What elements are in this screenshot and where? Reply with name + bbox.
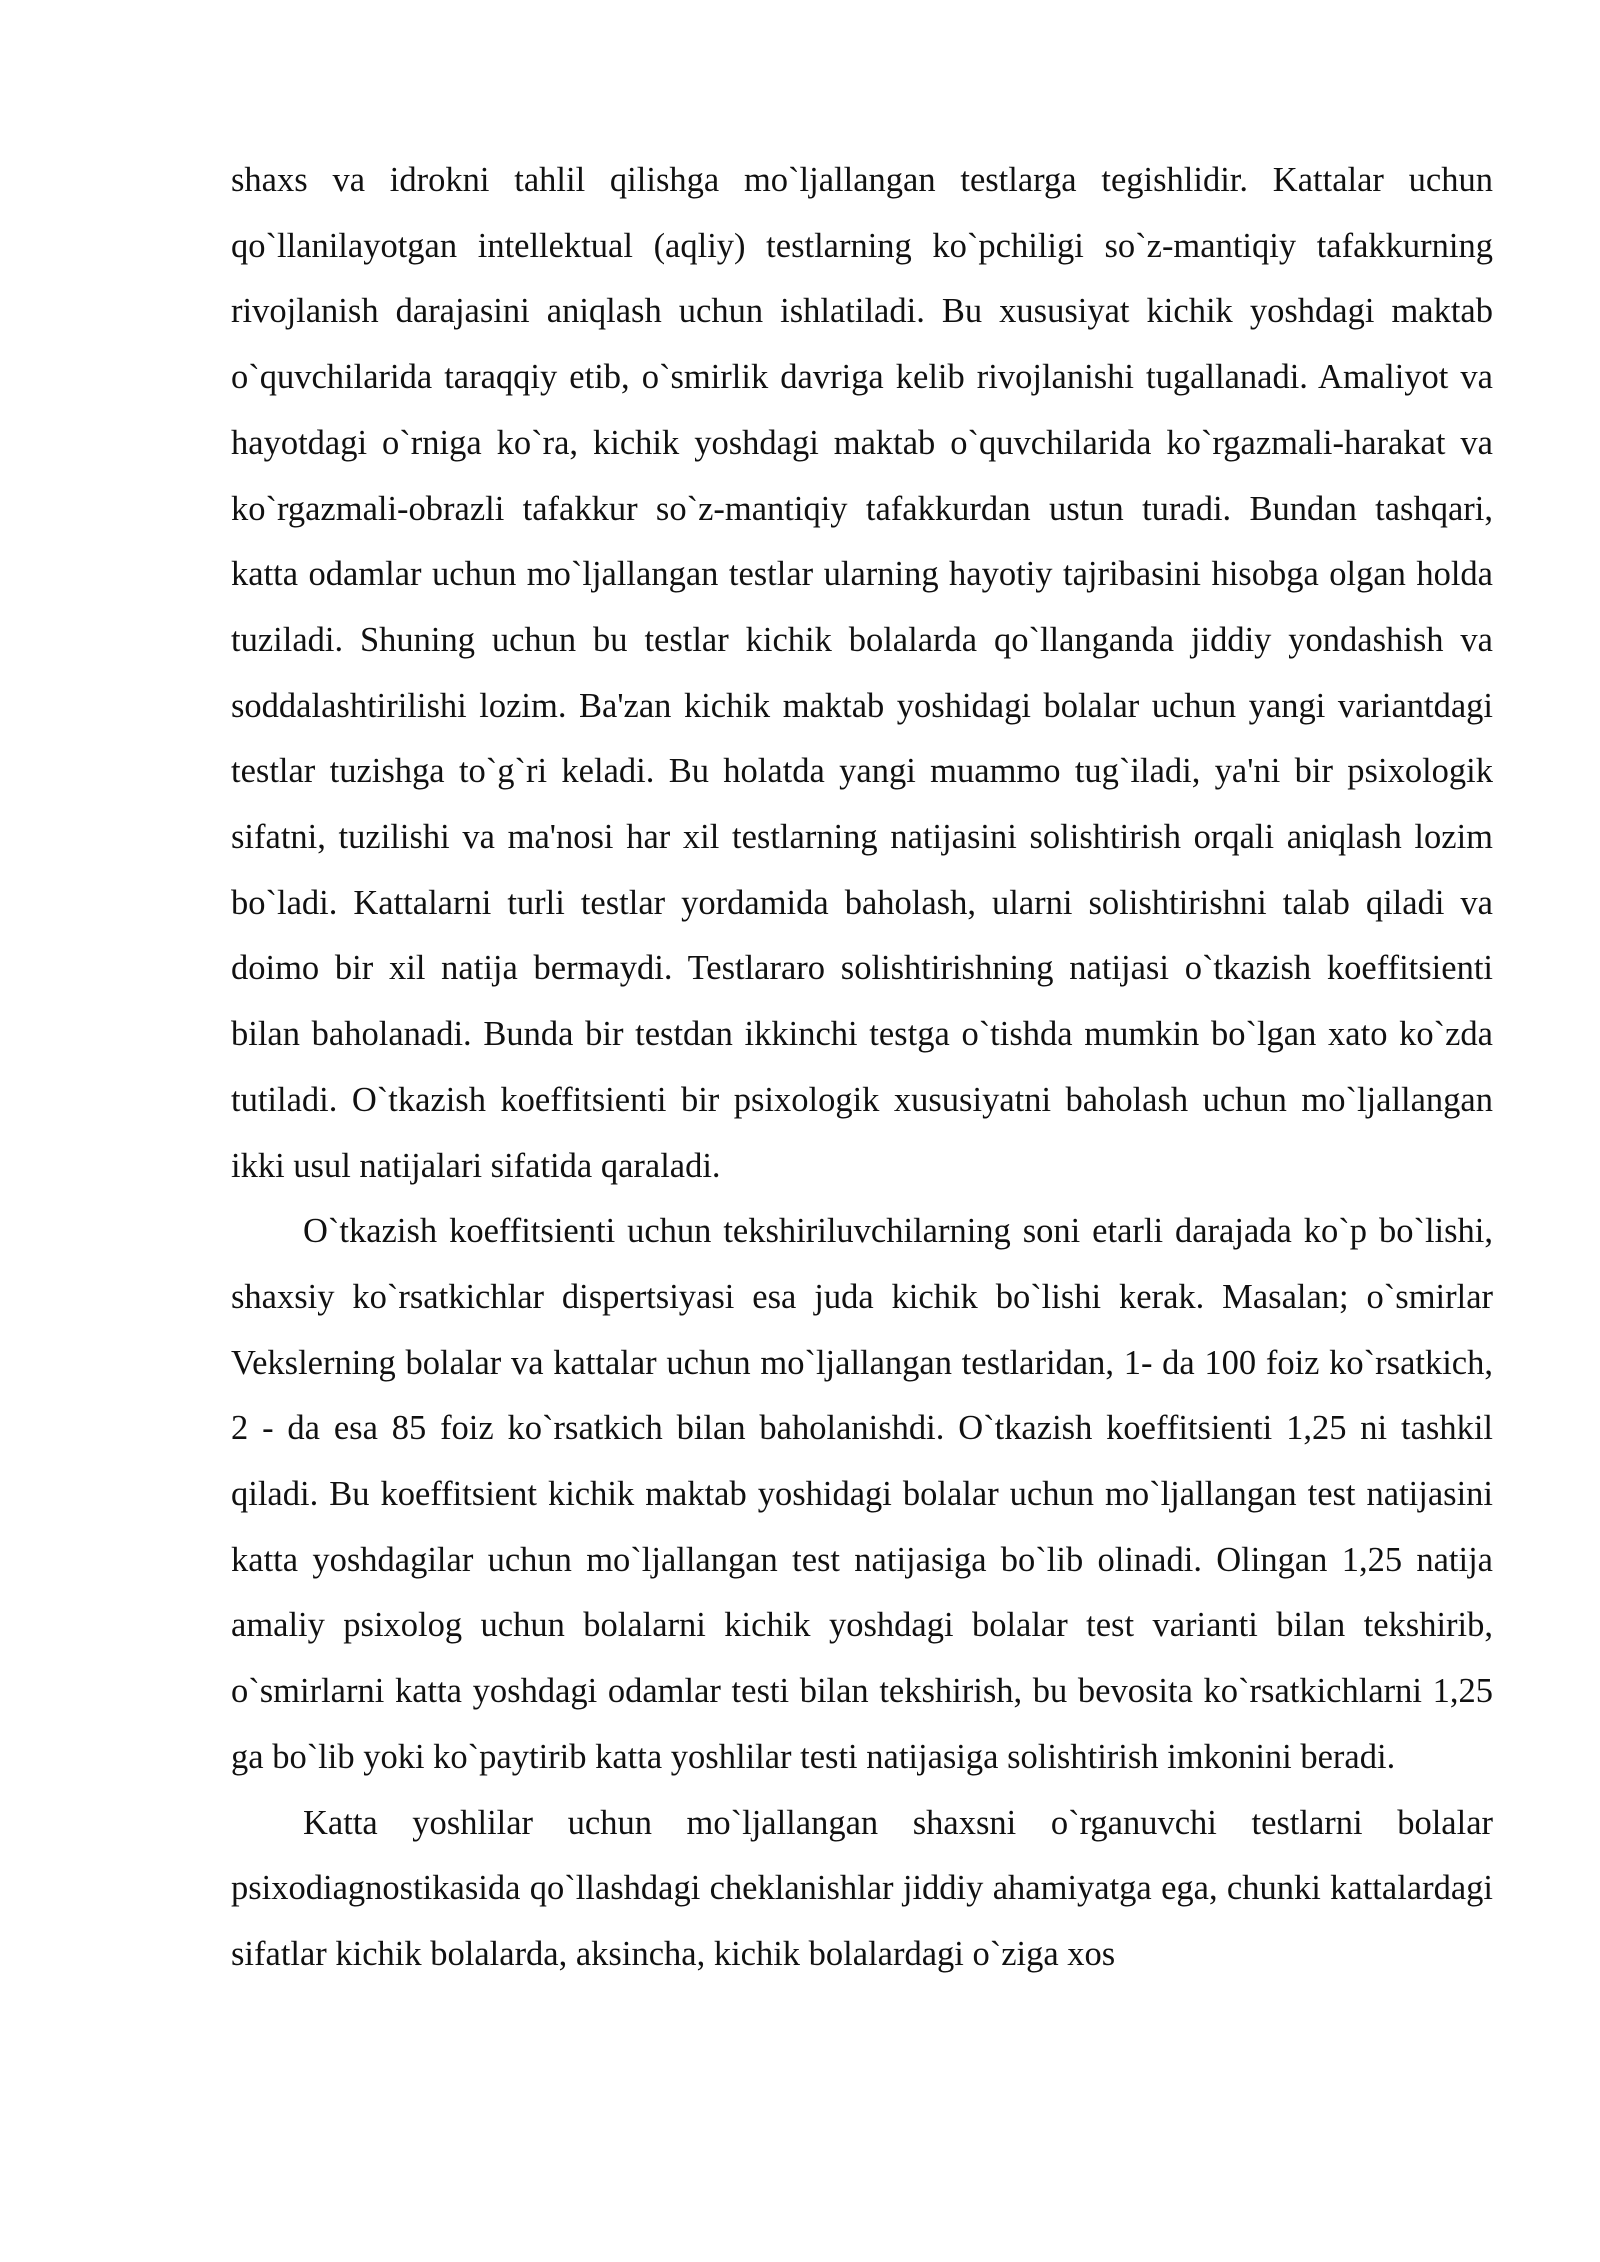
paragraph-3: Katta yoshlilar uchun mo`ljallangan shaxsni o`rganuvchi testlarni bolalar psixodiagnostikasida qo`llashdagi cheklanishlar jiddiy ahamiyatga ega, chunki kattalardagi sifatlar kichik bolalarda, aksincha, kichik bolalardagi o`ziga xos xyxy=(231,1803,1493,1973)
paragraph-2: O`tkazish koeffitsienti uchun tekshiriluvchilarning soni etarli darajada ko`p bo`lishi, shaxsiy ko`rsatkichlar dispertsiyasi esa juda kichik bo`lishi kerak. Masalan; o`smirlar Vekslerning bolalar va kattalar uchun mo`ljallangan testlaridan, 1- da 100 foiz ko`rsatkich, 2 - da esa 85 foiz ko`rsatkich bilan baholanishdi. O`tkazish koeffitsienti 1,25 ni tashkil qiladi. Bu koeffitsient kichik maktab yoshidagi bolalar uchun mo`ljallangan test natijasini katta yoshdagilar uchun mo`ljallangan test natijasiga bo`lib olinadi. Olingan 1,25 natija amaliy psixolog uchun bolalarni kichik yoshdagi bolalar test varianti bilan tekshirib, o`smirlarni katta yoshdagi odamlar testi bilan tekshirish, bu bevosita ko`rsatkichlarni 1,25 ga bo`lib yoki ko`paytirib katta yoshlilar testi natijasiga solishtirish imkonini beradi. xyxy=(231,1212,1493,1776)
paragraph-1: shaxs va idrokni tahlil qilishga mo`ljallangan testlarga tegishlidir. Kattalar uchun qo`llanilayotgan intellektual (aqliy) testlarning ko`pchiligi so`z-mantiqiy tafakkurning rivojlanish darajasini aniqlash uchun ishlatiladi. Bu xususiyat kichik yoshdagi maktab o`quvchilarida taraqqiy etib, o`smirlik davriga kelib rivojlanishi tugallanadi. Amaliyot va hayotdagi o`rniga ko`ra, kichik yoshdagi maktab o`quvchilarida ko`rgazmali-harakat va ko`rgazmali-obrazli tafakkur so`z-mantiqiy tafakkurdan ustun turadi. Bundan tashqari, katta odamlar uchun mo`ljallangan testlar ularning hayotiy tajribasini hisobga olgan holda tuziladi. Shuning uchun bu testlar kichik bolalarda qo`llanganda jiddiy yondashish va soddalashtirilishi lozim. Ba'zan kichik maktab yoshidagi bolalar uchun yangi variantdagi testlar tuzishga to`g`ri keladi. Bu holatda yangi muammo tug`iladi, ya'ni bir psixologik sifatni, tuzilishi va ma'nosi har xil testlarning natijasini solishtirish orqali aniqlash lozim bo`ladi. Kattalarni turli testlar yordamida baholash, ularni solishtirishni talab qiladi va doimo bir xil natija bermaydi. Testlararo solishtirishning natijasi o`tkazish koeffitsienti bilan baholanadi. Bunda bir testdan ikkinchi testga o`tishda mumkin bo`lgan xato ko`zda tutiladi. O`tkazish koeffitsienti bir psixologik xususiyatni baholash uchun mo`ljallangan ikki usul natijalari sifatida qaraladi. xyxy=(231,161,1493,1185)
document-body xyxy=(231,148,1493,1988)
